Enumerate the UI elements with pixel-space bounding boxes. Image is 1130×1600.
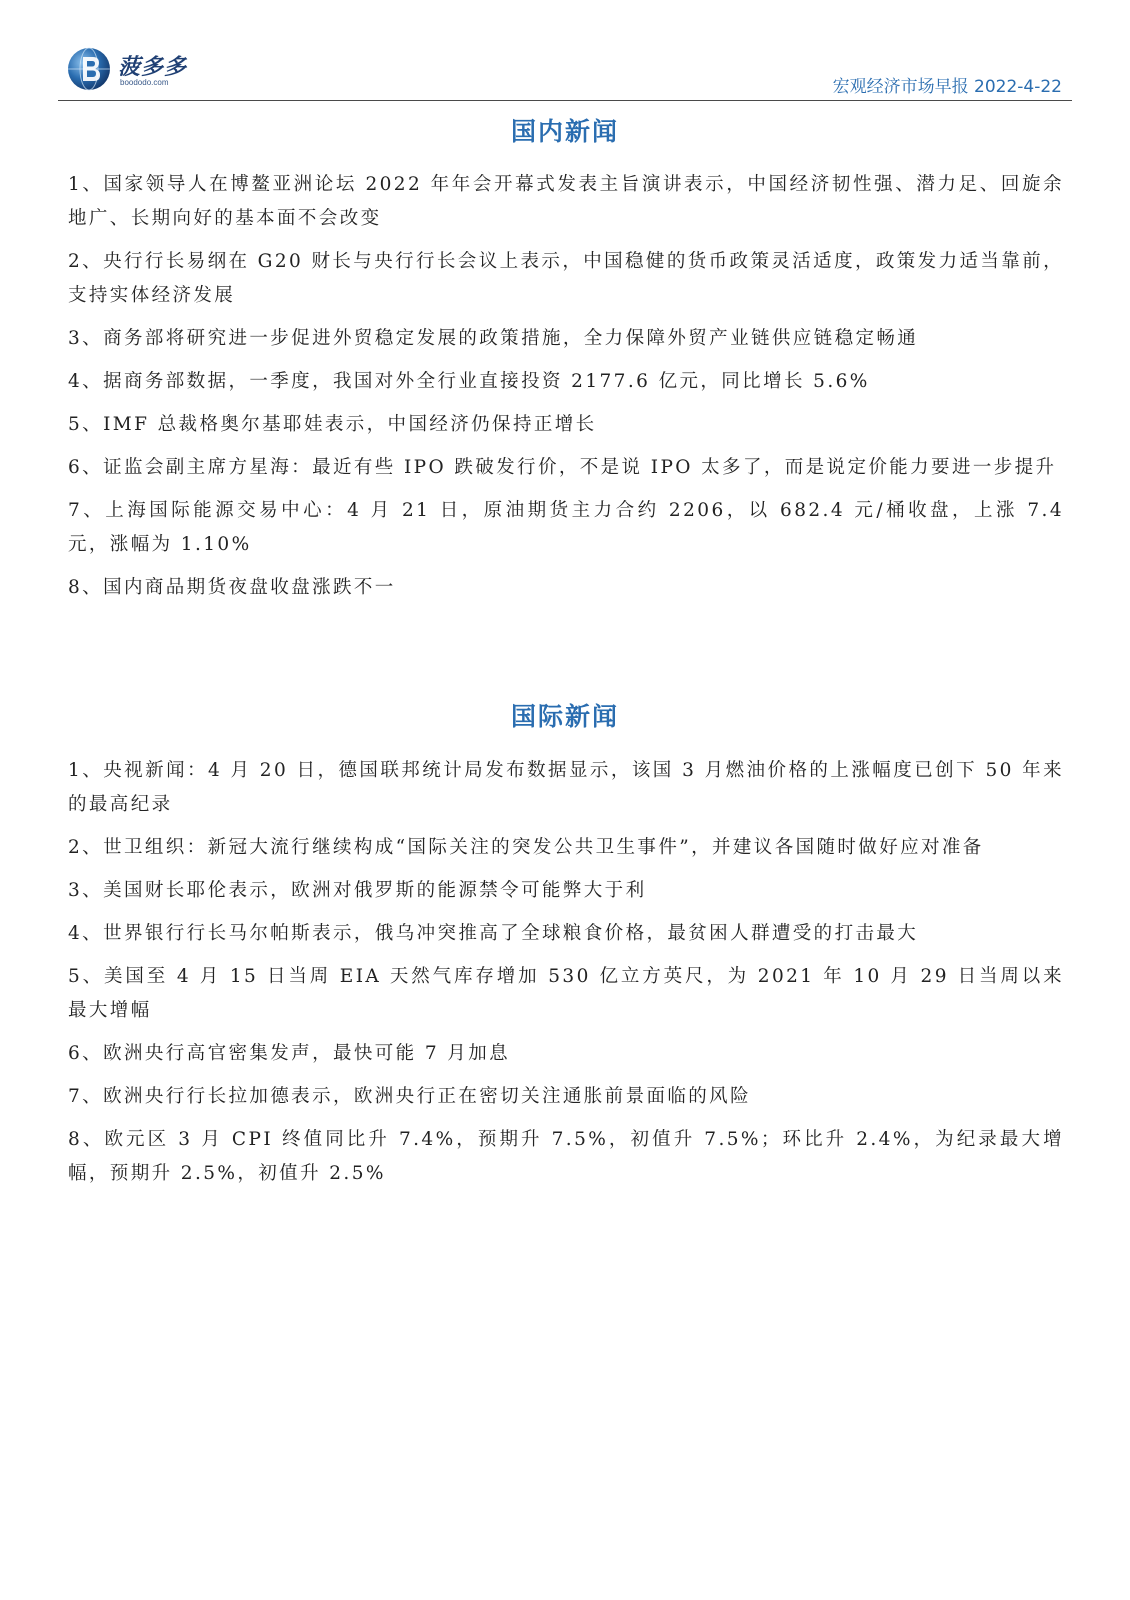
logo-domain: boododo.com [120,78,169,87]
international-news-list [68,754,1064,1200]
logo-wordmark: 菠多多 [118,54,188,80]
news-item: 7、欧洲央行行长拉加德表示，欧洲央行正在密切关注通胀前景面临的风险 [68,1086,751,1107]
news-item: 6、欧洲央行高官密集发声，最快可能 7 月加息 [68,1043,511,1064]
news-item: 7、上海国际能源交易中心：4 月 21 日，原油期货主力合约 2206，以 682.4 元/桶收盘，上涨 7.4 元，涨幅为 1.10% [68,500,1064,555]
report-title: 宏观经济市场早报 2022-4-22 [832,77,1062,97]
page-header [58,38,1072,101]
international-news-heading: 国际新闻 [510,702,619,731]
news-item: 6、证监会副主席方星海：最近有些 IPO 跌破发行价，不是说 IPO 太多了，而是说定价能力要进一步提升 [68,457,1057,478]
brand-logo [66,44,216,94]
news-item: 4、世界银行行长马尔帕斯表示，俄乌冲突推高了全球粮食价格，最贫困人群遭受的打击最大 [68,923,919,944]
news-item: 1、国家领导人在博鳌亚洲论坛 2022 年年会开幕式发表主旨演讲表示，中国经济韧性强、潜力足、回旋余地广、长期向好的基本面不会改变 [68,174,1064,229]
news-item: 8、国内商品期货夜盘收盘涨跌不一 [68,577,396,598]
news-item: 8、欧元区 3 月 CPI 终值同比升 7.4%，预期升 7.5%，初值升 7.5%；环比升 2.4%，为纪录最大增幅，预期升 2.5%，初值升 2.5% [68,1129,1064,1184]
news-item: 2、央行行长易纲在 G20 财长与央行行长会议上表示，中国稳健的货币政策灵活适度，政策发力适当靠前，支持实体经济发展 [68,251,1064,306]
news-item: 3、商务部将研究进一步促进外贸稳定发展的政策措施，全力保障外贸产业链供应链稳定畅通 [68,328,919,349]
globe-logo-icon [66,46,112,92]
news-item: 4、据商务部数据，一季度，我国对外全行业直接投资 2177.6 亿元，同比增长 5.6% [68,371,870,392]
news-item: 2、世卫组织：新冠大流行继续构成“国际关注的突发公共卫生事件”，并建议各国随时做好应对准备 [68,837,984,858]
news-item: 3、美国财长耶伦表示，欧洲对俄罗斯的能源禁令可能弊大于利 [68,880,647,901]
news-item: 1、央视新闻：4 月 20 日，德国联邦统计局发布数据显示，该国 3 月燃油价格的上涨幅度已创下 50 年来的最高纪录 [68,760,1064,815]
news-item: 5、IMF 总裁格奥尔基耶娃表示，中国经济仍保持正增长 [68,414,597,435]
domestic-news-list [68,168,1064,614]
news-item: 5、美国至 4 月 15 日当周 EIA 天然气库存增加 530 亿立方英尺，为 2021 年 10 月 29 日当周以来最大增幅 [68,966,1064,1021]
domestic-news-heading: 国内新闻 [510,117,619,146]
